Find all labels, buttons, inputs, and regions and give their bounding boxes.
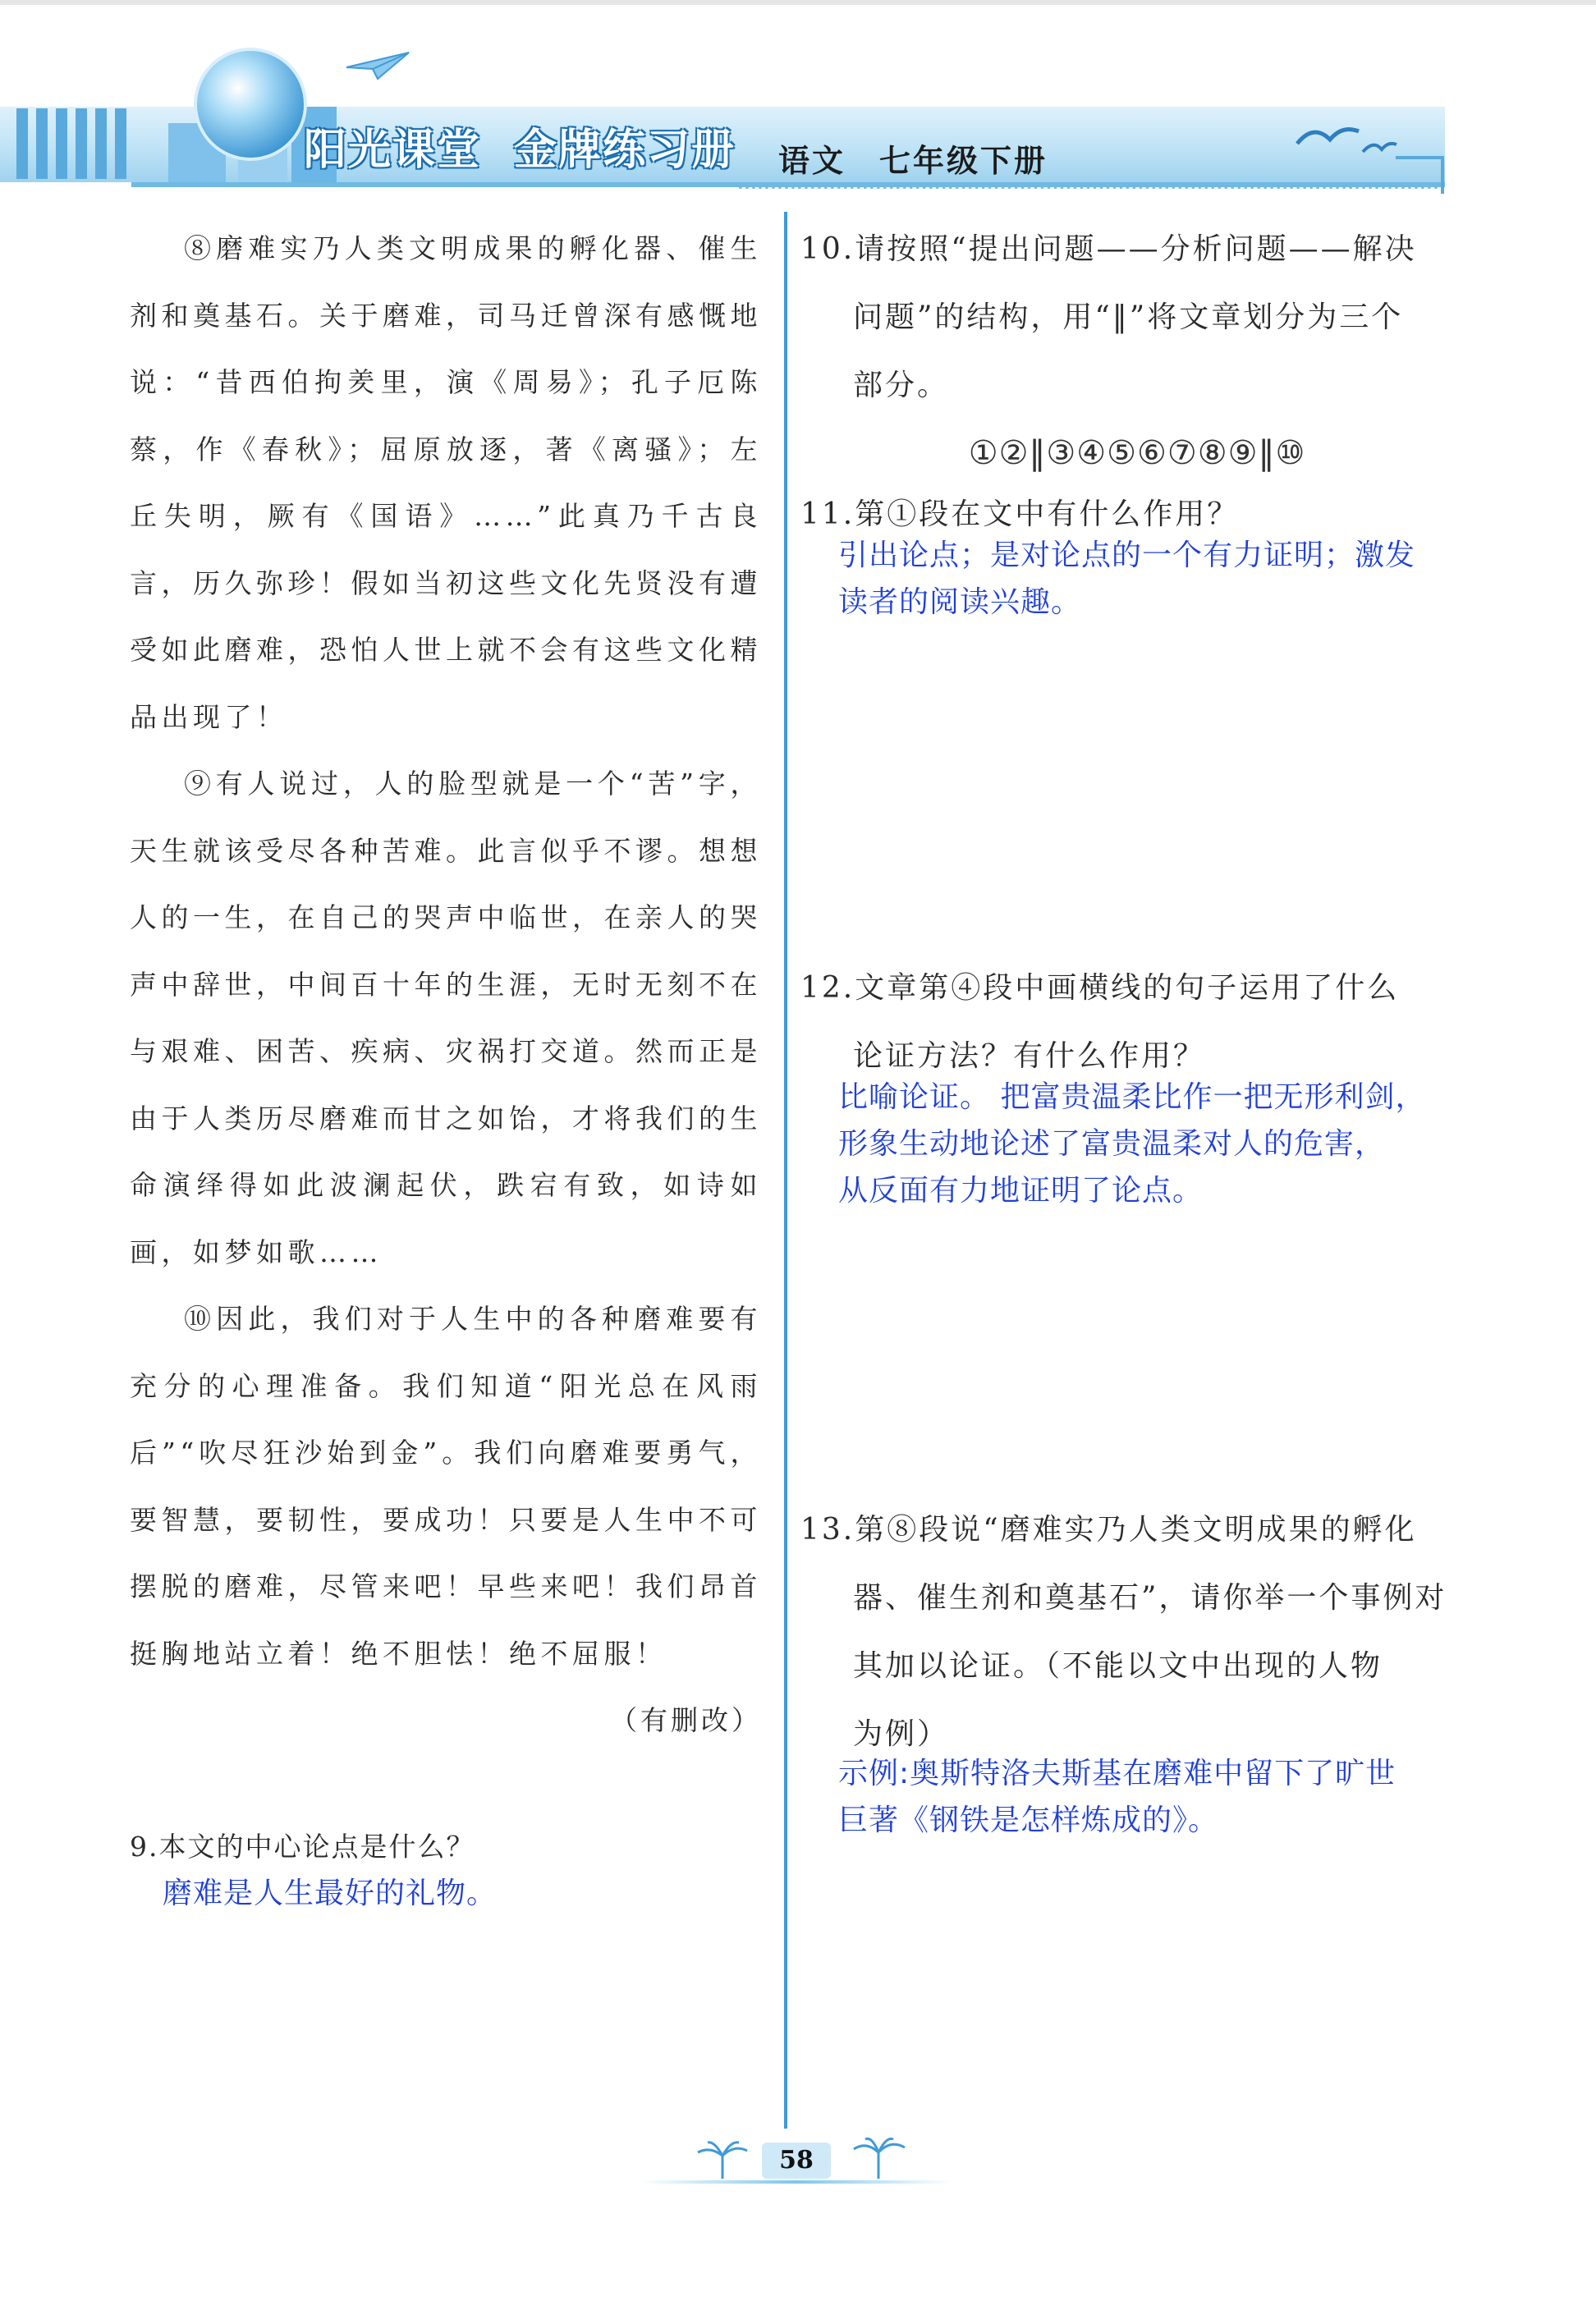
passage-paragraph-9: ⑨有人说过，人的脸型就是一个“苦”字，天生就该受尽各种苦难。此言似乎不谬。想想人的一生，在自己的哭声中临世，在亲人的哭声中辞世，中间百十年的生涯，无时无刻不在与艰难、困苦、疾病、灾祸打交道。然而正是由于人类历尽磨难而甘之如饴，才将我们的生命演绎得如此波澜起伏，跌宕有致，如诗如画，如梦如歌…… bbox=[130, 768, 762, 1268]
question-13-line2: 器、催生剂和奠基石”，请你举一个事例对 bbox=[853, 1581, 1447, 1615]
question-12-answer-line2: 形象生动地论述了富贵温柔对人的危害， bbox=[838, 1127, 1386, 1161]
question-13-line1: 13.第⑧段说“磨难实乃人类文明成果的孵化 bbox=[800, 1513, 1417, 1547]
top-edge bbox=[0, 0, 1596, 5]
question-10-line3: 部分。 bbox=[853, 369, 950, 402]
question-12-line2: 论证方法？有什么作用？ bbox=[853, 1039, 1206, 1073]
column-divider bbox=[784, 212, 787, 2129]
passage-paragraph-10: ⑩因此，我们对于人生中的各种磨难要有充分的心理准备。我们知道“阳光总在风雨后”“吹尽狂沙始到金”。我们向磨难要勇气，要智慧，要韧性，要成功！只要是人生中不可摆脱的磨难，尽管来吧！早些来吧！我们昂首挺胸地站立着！绝不胆怯！绝不屈服！ bbox=[130, 1303, 762, 1670]
question-12-answer-line3: 从反面有力地证明了论点。 bbox=[838, 1174, 1204, 1208]
question-10-answer: ①②‖③④⑤⑥⑦⑧⑨‖⑩ bbox=[968, 434, 1306, 472]
question-13-answer-line1: 示例:奥斯特洛夫斯基在磨难中留下了旷世 bbox=[838, 1757, 1396, 1790]
brand-title-part1: 阳光课堂 bbox=[304, 126, 482, 175]
question-11-text: 11.第①段在文中有什么作用？ bbox=[800, 497, 1240, 531]
question-10-line2: 问题”的结构，用“‖”将文章划分为三个 bbox=[853, 300, 1404, 334]
passage-paragraph-8: ⑧磨难实乃人类文明成果的孵化器、催生剂和奠基石。关于磨难，司马迁曾深有感慨地说：“昔西伯拘羑里，演《周易》；孔子厄陈蔡，作《春秋》；屈原放逐，著《离骚》；左丘失明，厥有《国语》……”此真乃千古良言，历久弥珍！假如当初这些文化先贤没有遭受如此磨难，恐怕人世上就不会有这些文化精品出现了！ bbox=[130, 232, 762, 733]
question-12-line1: 12.文章第④段中画横线的句子运用了什么 bbox=[800, 971, 1400, 1005]
brand-title bbox=[304, 121, 736, 179]
palm-tree-icon bbox=[846, 2134, 911, 2180]
reading-passage bbox=[130, 215, 762, 1754]
header-end-bracket bbox=[1396, 156, 1444, 194]
paper-plane-icon bbox=[345, 49, 410, 82]
question-11-answer-line2: 读者的阅读兴趣。 bbox=[838, 585, 1082, 619]
globe-icon bbox=[197, 51, 304, 158]
seagull-icon bbox=[1293, 115, 1400, 164]
header-dotted-line bbox=[739, 186, 1445, 189]
question-11-answer-line1: 引出论点；是对论点的一个有力证明；激发 bbox=[838, 539, 1416, 572]
footer-line bbox=[640, 2180, 952, 2184]
question-10 bbox=[800, 215, 1474, 487]
question-9-answer: 磨难是人生最好的礼物。 bbox=[163, 1877, 498, 1910]
question-9 bbox=[130, 1824, 770, 1917]
source-note: （有删改） bbox=[610, 1704, 762, 1736]
question-12 bbox=[800, 954, 1474, 1214]
brand-title-part2: 金牌练习册 bbox=[514, 126, 736, 175]
question-11 bbox=[800, 480, 1474, 626]
question-13 bbox=[800, 1496, 1474, 1844]
question-13-line3: 其加以论证。（不能以文中出现的人物 bbox=[853, 1649, 1383, 1683]
questions-column bbox=[800, 215, 1474, 1837]
question-13-line4: 为例） bbox=[853, 1717, 950, 1751]
question-13-answer-line2: 巨著《钢铁是怎样炼成的》。 bbox=[838, 1804, 1219, 1837]
question-9-text: 9.本文的中心论点是什么？ bbox=[130, 1831, 475, 1863]
page-footer bbox=[640, 2134, 952, 2200]
subject-grade-label: 语文 七年级下册 bbox=[778, 143, 1048, 179]
question-12-answer-line1: 比喻论证。 把富贵温柔比作一把无形利剑， bbox=[838, 1080, 1426, 1114]
palm-tree-icon bbox=[690, 2139, 755, 2180]
question-10-line1: 10.请按照“提出问题——分析问题——解决 bbox=[800, 232, 1417, 266]
page-number: 58 bbox=[762, 2143, 831, 2179]
